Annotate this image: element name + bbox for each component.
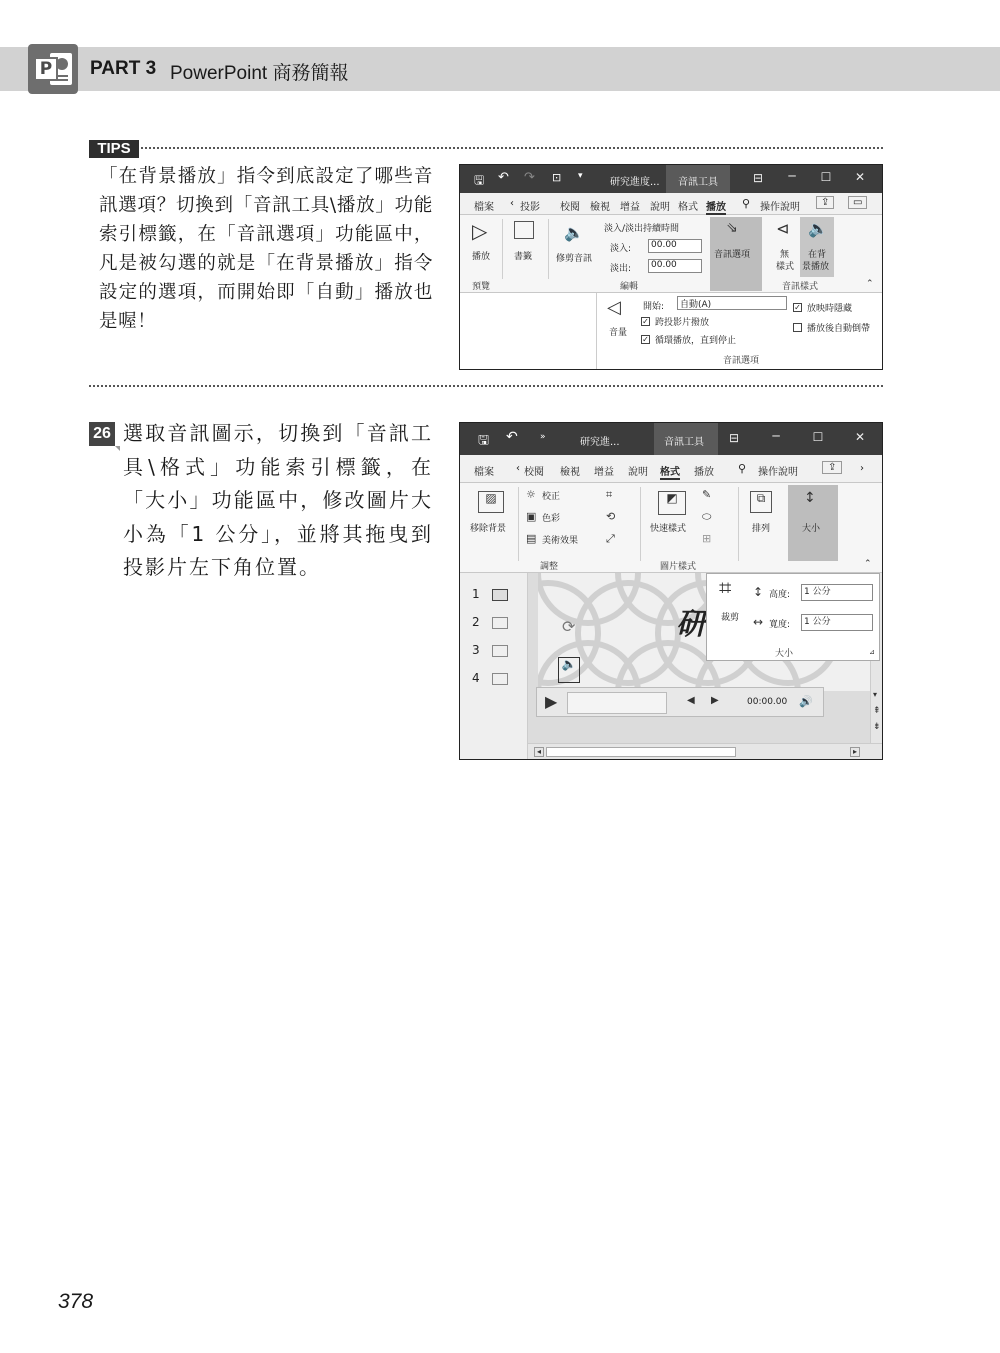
player-time: 00:00.00 <box>747 697 788 707</box>
fade-in-label: 淡入: <box>610 244 632 254</box>
slide-thumbnail[interactable] <box>492 589 508 601</box>
artistic-effects-icon: ▤ <box>526 532 537 545</box>
bookmark-icon <box>514 221 534 239</box>
volume-icon[interactable]: 🔊 <box>799 695 813 708</box>
border-icon[interactable]: ✎ <box>702 488 712 501</box>
screenshot-playback-tab <box>459 164 883 370</box>
horizontal-scrollbar[interactable] <box>528 743 883 760</box>
search-icon[interactable]: ⚲ <box>742 197 751 210</box>
previous-slide-icon[interactable]: ⇞ <box>873 706 881 716</box>
maximize-icon[interactable]: ☐ <box>820 170 832 184</box>
bg-play-label: 在背 <box>808 250 827 260</box>
progress-bar[interactable] <box>567 692 667 714</box>
slide-thumbnail[interactable] <box>492 673 508 685</box>
powerpoint-logo-icon: P <box>28 44 78 94</box>
group-audio-options: 音訊選項 <box>723 356 760 366</box>
rotate-handle-icon[interactable]: ⟳ <box>562 617 576 636</box>
tab-scroll-right-icon[interactable]: › <box>860 463 864 474</box>
fade-duration-label: 淡入/淡出持續時間 <box>604 224 680 234</box>
save-icon[interactable]: 🖫 <box>478 433 490 448</box>
slide-number: 1 <box>472 587 480 601</box>
color-button[interactable]: 色彩 <box>542 514 561 524</box>
no-style-label: 無 <box>780 250 790 260</box>
effects-icon[interactable]: ⬭ <box>702 510 712 523</box>
group-audio-styles: 音訊樣式 <box>782 282 819 292</box>
play-button[interactable]: 播放 <box>472 252 491 262</box>
tab-view[interactable]: 檢視 <box>560 467 580 478</box>
reset-picture-icon[interactable]: ⤢ <box>606 532 615 545</box>
scroll-thumb[interactable] <box>546 747 736 757</box>
no-style-icon: ⊲ <box>776 219 790 238</box>
trim-audio-icon: 🔈 <box>564 223 584 242</box>
undo-icon[interactable]: ↶ <box>506 429 518 445</box>
tab-format[interactable]: 格式 <box>660 463 680 480</box>
tab-help[interactable]: 說明 <box>650 202 670 213</box>
volume-button[interactable]: 音量 <box>609 328 628 338</box>
ribbon-display-icon[interactable]: ⊟ <box>752 171 764 185</box>
trim-audio-button[interactable]: 修剪音訊 <box>556 254 593 264</box>
ribbon-format <box>460 483 882 573</box>
skip-forward-icon[interactable]: ▶︎ <box>711 695 719 706</box>
fade-out-label: 淡出: <box>610 264 632 274</box>
compress-icon[interactable]: ⌗ <box>606 488 613 501</box>
title-bar <box>460 423 882 455</box>
fade-in-input[interactable]: 00.00 <box>648 239 702 253</box>
height-icon: ↕ <box>753 585 764 599</box>
tell-me-box[interactable]: 操作說明 <box>758 467 798 478</box>
divider <box>89 385 883 387</box>
group-picture-styles: 圖片樣式 <box>660 562 697 572</box>
group-preview: 預覽 <box>472 282 491 292</box>
play-in-background-button[interactable]: 景播放 <box>802 262 830 272</box>
share-icon[interactable]: ⇪ <box>822 461 842 474</box>
start-select[interactable]: 自動(A) <box>677 296 787 310</box>
arrange-icon: ⧉ <box>750 491 772 513</box>
undo-icon[interactable]: ↶ <box>498 170 509 185</box>
rewind-label: 播放後自動倒帶 <box>807 324 871 334</box>
size-dropdown-panel <box>706 573 880 661</box>
scroll-down-icon[interactable]: ▾ <box>873 690 878 699</box>
audio-options-icon: ⇘ <box>726 220 738 236</box>
present-icon[interactable]: ⊡ <box>552 171 562 184</box>
change-picture-icon[interactable]: ⟲ <box>606 510 616 523</box>
slide-number: 3 <box>472 643 480 657</box>
across-slides-label: 跨投影片撥放 <box>655 318 710 328</box>
ribbon-playback <box>460 215 882 293</box>
width-input[interactable]: 1 公分 <box>801 614 873 631</box>
step-text: 選取音訊圖示，切換到「音訊工具\格式」功能索引標籤，在「大小」功能區中，修改圖片大小為「1 公分」，並將其拖曳到投影片左下角位置。 <box>123 421 433 579</box>
audio-options-button[interactable]: 音訊選項 <box>714 250 751 260</box>
tab-review[interactable]: 校閱 <box>560 202 580 213</box>
tab-view[interactable]: 檢視 <box>590 202 610 213</box>
tab-scroll-left-icon[interactable]: ‹ <box>516 463 520 474</box>
quick-styles-button[interactable]: 快速樣式 <box>650 524 687 534</box>
height-label: 高度: <box>769 590 791 600</box>
corrections-icon: ☼ <box>526 488 536 501</box>
tab-format[interactable]: 格式 <box>678 202 698 213</box>
slide-thumbnails-pane <box>460 573 528 760</box>
slide-thumbnail[interactable] <box>492 645 508 657</box>
next-slide-icon[interactable]: ⇟ <box>873 722 881 732</box>
group-editing: 編輯 <box>620 282 639 292</box>
loop-checkbox[interactable]: ✓ <box>642 335 649 344</box>
tell-me-box[interactable]: 操作說明 <box>760 202 800 213</box>
arrange-button[interactable]: 排列 <box>752 524 771 534</box>
maximize-icon[interactable]: ☐ <box>812 430 824 444</box>
quick-styles-icon: ◩ <box>658 491 686 515</box>
slide-number: 2 <box>472 615 480 629</box>
tab-slideshow[interactable]: 投影 <box>520 202 540 213</box>
tab-file[interactable]: 檔案 <box>474 467 494 478</box>
play-icon: ▷ <box>472 219 488 243</box>
slide-thumbnail[interactable] <box>492 617 508 629</box>
save-icon[interactable]: 🖫 <box>474 173 485 187</box>
qat-more-icon[interactable]: » <box>540 432 546 442</box>
comments-icon[interactable]: ▭ <box>848 196 867 209</box>
remove-background-icon: ▨ <box>478 491 504 513</box>
minimize-icon[interactable]: ─ <box>772 429 780 443</box>
tab-playback[interactable]: 播放 <box>694 467 714 478</box>
tab-review[interactable]: 校閱 <box>524 467 544 478</box>
tab-playback[interactable]: 播放 <box>706 198 726 215</box>
redo-icon[interactable]: ↷ <box>524 170 535 185</box>
layout-icon[interactable]: ⊞ <box>702 532 712 545</box>
minimize-icon[interactable]: ─ <box>788 169 796 183</box>
size-button[interactable]: 大小 <box>802 524 821 534</box>
hide-during-show-label: 放映時隱藏 <box>807 304 853 314</box>
height-input[interactable]: 1 公分 <box>801 584 873 601</box>
hide-during-show-checkbox[interactable]: ✓ <box>794 303 801 312</box>
artistic-effects-button[interactable]: 美術效果 <box>542 536 579 546</box>
slide-number: 4 <box>472 671 480 685</box>
corrections-button[interactable]: 校正 <box>542 492 561 502</box>
ribbon-tabs <box>460 455 882 483</box>
width-label: 寬度: <box>769 620 791 630</box>
collapse-ribbon-icon[interactable]: ⌃ <box>866 279 874 289</box>
qat-menu-icon[interactable]: ▾ <box>578 171 583 181</box>
ribbon-display-icon[interactable]: ⊟ <box>728 431 740 445</box>
context-tab-label: 音訊工具 <box>678 177 718 188</box>
play-icon[interactable]: ▶ <box>545 692 558 711</box>
across-slides-checkbox[interactable]: ✓ <box>642 317 649 326</box>
page-number: 378 <box>58 1290 94 1313</box>
play-in-background-icon: 🔈 <box>808 219 828 238</box>
share-icon[interactable]: ⇪ <box>816 196 834 209</box>
divider <box>141 147 883 149</box>
tab-file[interactable]: 檔案 <box>474 202 494 213</box>
skip-back-icon[interactable]: ◀︎ <box>687 695 695 706</box>
part-label: PART 3 <box>90 58 157 79</box>
remove-background-button[interactable]: 移除背景 <box>470 524 507 534</box>
scroll-right-icon[interactable]: ▸ <box>850 747 860 757</box>
title-bar <box>460 165 882 193</box>
crop-icon: ⌗ <box>719 576 732 601</box>
audio-player-bar <box>536 687 824 717</box>
rewind-checkbox[interactable] <box>793 323 802 332</box>
context-tab-label: 音訊工具 <box>664 437 704 448</box>
group-size: 大小 <box>775 649 794 659</box>
step-number: 26 <box>89 422 115 446</box>
width-icon: ↔ <box>753 615 764 629</box>
document-title: 研究進度... <box>610 177 660 188</box>
document-title: 研究進... <box>580 437 620 448</box>
audio-options-dropdown <box>596 293 883 370</box>
tab-help[interactable]: 說明 <box>628 467 648 478</box>
size-icon: ↕ <box>804 490 816 506</box>
tab-addins[interactable]: 增益 <box>620 202 640 213</box>
fade-out-input[interactable]: 00.00 <box>648 259 702 273</box>
tab-addins[interactable]: 增益 <box>594 467 614 478</box>
tips-badge: TIPS <box>89 140 139 158</box>
no-style-button[interactable]: 樣式 <box>776 262 795 272</box>
close-icon[interactable]: ✕ <box>854 430 866 444</box>
close-icon[interactable]: ✕ <box>854 170 866 184</box>
search-icon[interactable]: ⚲ <box>738 462 747 475</box>
bookmark-button[interactable]: 書籤 <box>514 252 533 262</box>
group-adjust: 調整 <box>540 562 559 572</box>
part-title: PowerPoint 商務簡報 <box>170 63 349 84</box>
ribbon-tabs <box>460 193 882 215</box>
audio-icon[interactable]: 🔈 <box>558 657 580 683</box>
dialog-launcher-icon[interactable]: ⊿ <box>869 648 875 656</box>
crop-button[interactable]: 裁剪 <box>721 613 740 623</box>
slide-title-text: 研 <box>676 607 706 642</box>
start-label: 開始: <box>643 302 665 312</box>
collapse-ribbon-icon[interactable]: ⌃ <box>864 559 872 569</box>
tab-scroll-left-icon[interactable]: ‹ <box>510 198 514 209</box>
volume-icon: ◁ <box>607 297 621 318</box>
tips-text: 「在背景播放」指令到底設定了哪些音訊選項？切換到「音訊工具\播放」功能索引標籤，在「音訊選項」功能區中，凡是被勾選的就是「在背景播放」指令設定的選項，而開始即「自動」播放也是喔！ <box>99 166 433 332</box>
color-icon: ▣ <box>526 510 537 523</box>
loop-label: 循環播放，直到停止 <box>655 336 737 346</box>
scroll-left-icon[interactable]: ◂ <box>534 747 544 757</box>
screenshot-format-tab <box>459 422 883 760</box>
